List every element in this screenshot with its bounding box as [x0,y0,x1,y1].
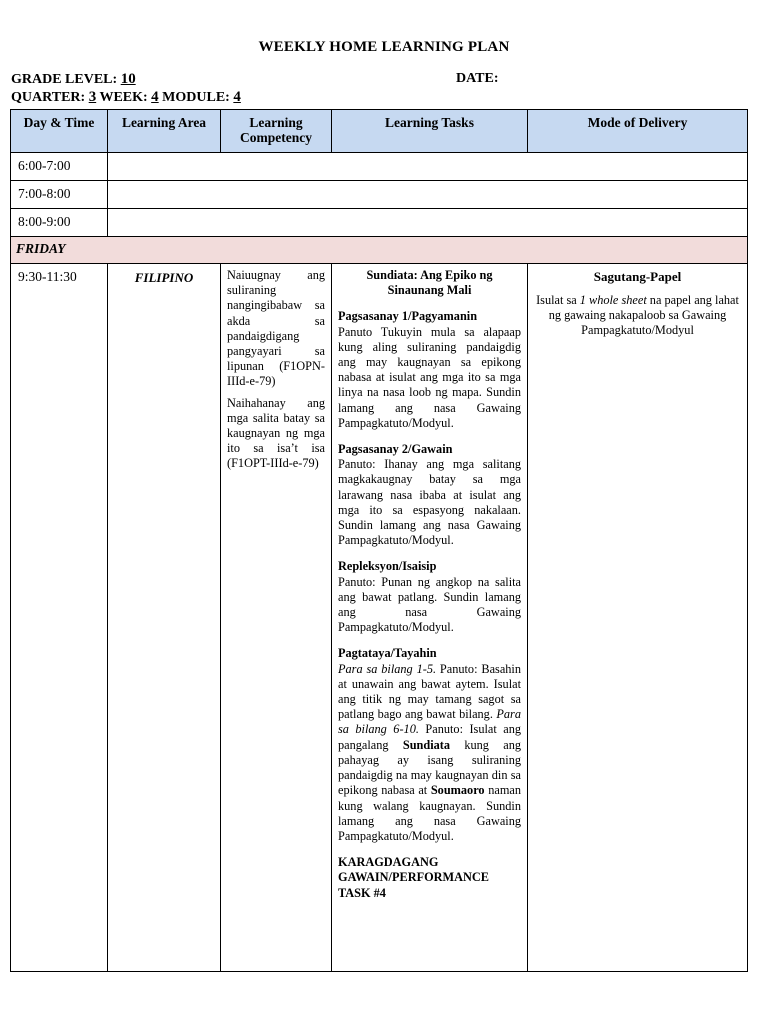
grade-value: 10 [120,71,136,87]
task-3-body: Panuto: Punan ng angkop na salita ang bawat patlang. Sundin lamang ang nasa Gawaing Pampagkatuto/Modyul. [338,574,521,635]
week-value: 4 [151,89,159,105]
task-title: Sundiata: Ang Epiko ng Sinaunang Mali [366,268,493,298]
learning-plan-table [10,109,748,972]
task-4-italic-1: Para sa bilang 1-5. [338,661,437,676]
mode-text-2: na papel ang lahat ng gawaing nakapaloob sa Gawaing Pampagkatuto/Modyul [548,293,739,337]
task-4-text-4: naman kung walang kaugnayan. Sundin lamang ang nasa Gawaing Pampagkatuto/Modyul. [338,783,521,843]
time-cell: 6:00-7:00 [11,153,108,181]
performance-task: KARAGDAGANG GAWAIN/PERFORMANCE TASK #4 [338,855,489,900]
task-4-text-2: Panuto: Isulat ang pangalang [338,722,522,752]
entry-competency [221,264,332,972]
header-learning-area: Learning Area [108,110,221,153]
module-label: MODULE: [162,90,230,105]
task-4-bold-1: Sundiata [402,737,451,752]
empty-cell [108,153,748,181]
mode-text-1: Isulat sa [536,293,580,307]
entry-learning-area: FILIPINO [108,264,221,972]
task-4-text-1: Panuto: Basahin at unawain ang bawat aytem. Isulat ang titik ng may tamang sagot sa patlang bago ang bawat bilang. [338,661,521,722]
mode-italic: 1 whole sheet [579,293,647,307]
table-row [11,209,748,237]
entry-learning-tasks [332,264,528,972]
task-3 [338,559,521,635]
task-4-italic-2: Para sa bilang 6-10. [338,707,521,737]
task-2 [338,442,521,548]
task-4-bold-2: Soumaoro [430,783,485,798]
task-1-body: Panuto Tukuyin mula sa alapaap kung aling suliraning pandaigdig ang may kaugnayan sa epikong nabasa at isulat ang mga ito sa mga linya na nasa loob ng mapa. Sundin lamang ang nasa Gawaing Pampagkatuto/Modyul. [338,324,521,430]
table-row [11,153,748,181]
entry-time: 9:30-11:30 [11,264,108,972]
task-1-heading: Pagsasanay 1/Pagyamanin [338,309,478,324]
quarter-label: QUARTER: [11,90,86,105]
quarter-value: 3 [88,89,97,105]
header-learning-competency: Learning Competency [221,110,332,153]
task-4 [338,646,521,844]
header-learning-tasks: Learning Tasks [332,110,528,153]
task-4-heading: Pagtataya/Tayahin [338,646,437,661]
header-day-time: Day & Time [11,110,108,153]
page-title: WEEKLY HOME LEARNING PLAN [258,39,510,55]
task-3-heading: Repleksyon/Isaisip [338,559,437,574]
empty-cell [108,181,748,209]
mode-heading: Sagutang-Papel [593,269,682,284]
task-2-heading: Pagsasanay 2/Gawain [338,442,453,457]
module-value: 4 [233,89,241,105]
time-cell: 7:00-8:00 [11,181,108,209]
day-label: FRIDAY [11,237,748,264]
table-row [11,264,748,972]
week-label: WEEK: [99,90,148,105]
table-header-row [11,110,748,153]
entry-mode-of-delivery [528,264,748,972]
competency-1: Naiuugnay ang suliraning nangingibabaw sa akda sa pandaigdigang pangyayari sa lipunan (F1OPN-IIId-e-79) [227,268,325,389]
table-row [11,181,748,209]
task-4-text-3: kung ang pahayag ay isang suliraning pandaigdig na may kaugnayan din sa epikong nabasa at [338,737,522,798]
date-label: DATE: [456,71,499,86]
quarter-week-module [11,89,241,106]
task-1 [338,309,521,431]
grade-label: GRADE LEVEL: [11,72,118,87]
empty-cell [108,209,748,237]
grade-level [11,71,136,88]
task-2-body: Panuto: Ihanay ang mga salitang magkakaugnay batay sa mga larawang nasa ibaba at isulat ang mga ito sa espasyong nakalaan. Sundin lamang ang nasa Gawaing Pampagkatuto/Modyul. [338,457,521,548]
day-row [11,237,748,264]
header-mode-of-delivery: Mode of Delivery [528,110,748,153]
time-cell: 8:00-9:00 [11,209,108,237]
competency-2: Naihahanay ang mga salita batay sa kaugnayan ng mga ito sa isa’t isa (F1OPT-IIId-e-79) [227,395,325,471]
